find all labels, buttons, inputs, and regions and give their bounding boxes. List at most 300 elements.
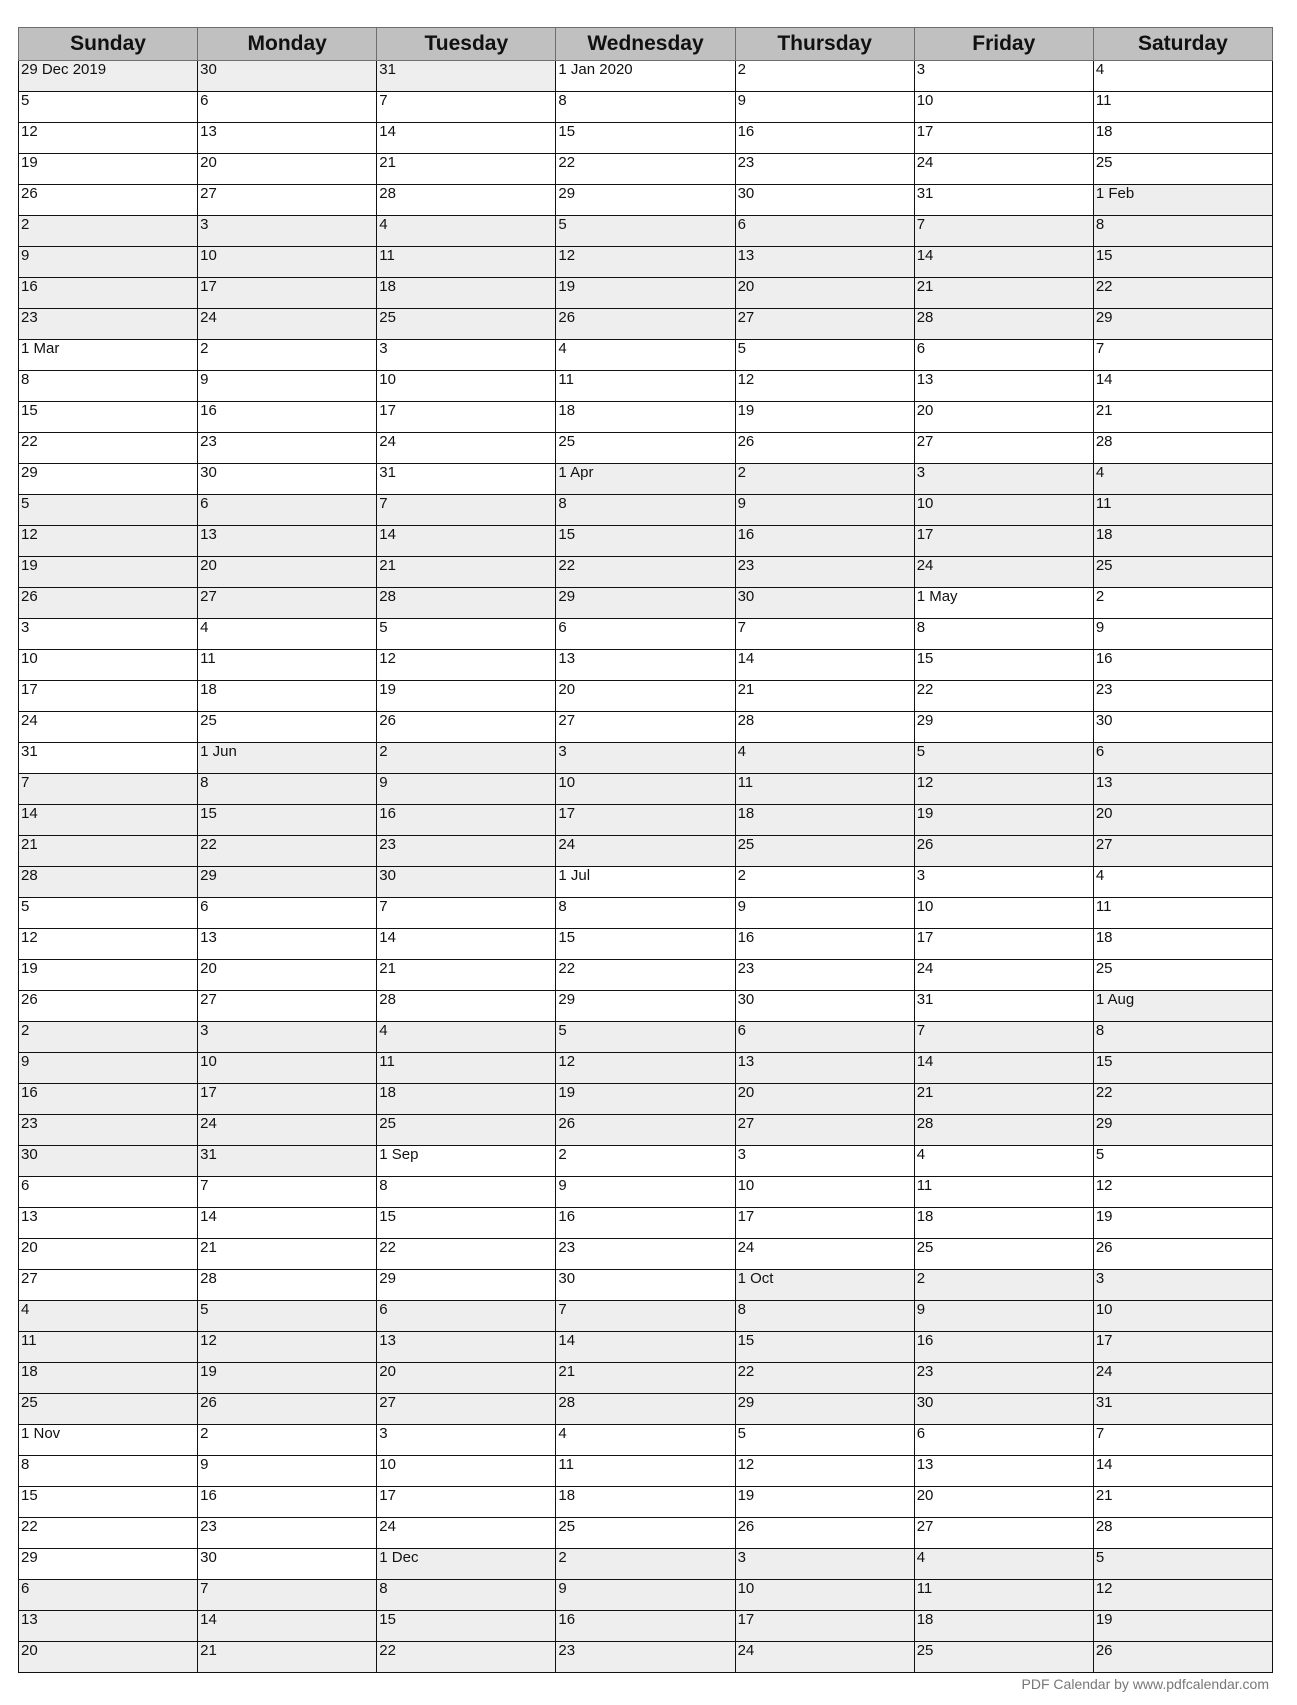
day-cell: 21 — [914, 1084, 1093, 1115]
day-cell: 28 — [914, 309, 1093, 340]
week-row — [19, 743, 1273, 774]
day-cell: 21 — [377, 557, 556, 588]
day-cell: 26 — [735, 433, 914, 464]
week-row — [19, 1580, 1273, 1611]
day-cell: 11 — [1093, 92, 1272, 123]
day-cell: 3 — [914, 867, 1093, 898]
day-cell: 6 — [198, 495, 377, 526]
day-cell: 16 — [556, 1611, 735, 1642]
day-cell: 13 — [735, 1053, 914, 1084]
day-cell: 4 — [198, 619, 377, 650]
week-row — [19, 991, 1273, 1022]
day-cell: 11 — [198, 650, 377, 681]
day-cell: 29 — [377, 1270, 556, 1301]
day-cell: 16 — [1093, 650, 1272, 681]
day-cell: 9 — [198, 1456, 377, 1487]
week-row — [19, 154, 1273, 185]
day-cell: 10 — [1093, 1301, 1272, 1332]
day-cell: 1 Nov — [19, 1425, 198, 1456]
day-cell: 28 — [1093, 433, 1272, 464]
day-cell: 5 — [1093, 1549, 1272, 1580]
day-cell: 20 — [377, 1363, 556, 1394]
day-cell: 10 — [556, 774, 735, 805]
header-saturday: Saturday — [1093, 28, 1272, 61]
day-cell: 11 — [914, 1177, 1093, 1208]
day-cell: 20 — [1093, 805, 1272, 836]
week-row — [19, 1208, 1273, 1239]
day-cell: 25 — [377, 1115, 556, 1146]
day-cell: 23 — [1093, 681, 1272, 712]
day-cell: 25 — [914, 1239, 1093, 1270]
day-cell: 16 — [19, 1084, 198, 1115]
day-cell: 17 — [735, 1611, 914, 1642]
day-cell: 20 — [198, 154, 377, 185]
day-cell: 12 — [735, 1456, 914, 1487]
day-cell: 22 — [1093, 1084, 1272, 1115]
week-row — [19, 1239, 1273, 1270]
week-row — [19, 619, 1273, 650]
day-cell: 22 — [19, 433, 198, 464]
day-cell: 10 — [377, 371, 556, 402]
day-cell: 27 — [198, 991, 377, 1022]
day-cell: 15 — [19, 402, 198, 433]
day-cell: 21 — [377, 960, 556, 991]
day-cell: 15 — [556, 526, 735, 557]
day-cell: 3 — [914, 61, 1093, 92]
week-row — [19, 650, 1273, 681]
day-cell: 18 — [1093, 526, 1272, 557]
day-cell: 10 — [19, 650, 198, 681]
day-cell: 1 Oct — [735, 1270, 914, 1301]
header-friday: Friday — [914, 28, 1093, 61]
day-cell: 11 — [377, 247, 556, 278]
day-cell: 4 — [556, 340, 735, 371]
day-cell: 28 — [377, 588, 556, 619]
day-cell: 2 — [914, 1270, 1093, 1301]
week-row — [19, 557, 1273, 588]
day-cell: 24 — [377, 1518, 556, 1549]
day-cell: 22 — [19, 1518, 198, 1549]
day-cell: 29 — [19, 1549, 198, 1580]
day-cell: 11 — [735, 774, 914, 805]
day-cell: 21 — [914, 278, 1093, 309]
day-cell: 5 — [914, 743, 1093, 774]
day-cell: 22 — [198, 836, 377, 867]
day-cell: 30 — [198, 464, 377, 495]
day-cell: 17 — [1093, 1332, 1272, 1363]
week-row — [19, 1146, 1273, 1177]
week-row — [19, 712, 1273, 743]
header-sunday: Sunday — [19, 28, 198, 61]
day-cell: 3 — [377, 340, 556, 371]
day-cell: 26 — [1093, 1642, 1272, 1673]
day-cell: 16 — [735, 526, 914, 557]
day-cell: 17 — [377, 1487, 556, 1518]
day-cell: 28 — [1093, 1518, 1272, 1549]
day-cell: 30 — [19, 1146, 198, 1177]
day-cell: 9 — [735, 92, 914, 123]
day-cell: 24 — [914, 960, 1093, 991]
day-cell: 23 — [198, 1518, 377, 1549]
day-cell: 23 — [19, 1115, 198, 1146]
day-cell: 14 — [556, 1332, 735, 1363]
day-cell: 1 May — [914, 588, 1093, 619]
day-cell: 30 — [735, 185, 914, 216]
day-cell: 30 — [735, 588, 914, 619]
day-cell: 25 — [1093, 557, 1272, 588]
day-cell: 31 — [377, 61, 556, 92]
day-cell: 1 Sep — [377, 1146, 556, 1177]
day-cell: 12 — [198, 1332, 377, 1363]
day-cell: 13 — [377, 1332, 556, 1363]
day-cell: 11 — [377, 1053, 556, 1084]
day-cell: 8 — [556, 92, 735, 123]
day-cell: 26 — [556, 309, 735, 340]
day-cell: 7 — [198, 1177, 377, 1208]
day-cell: 2 — [377, 743, 556, 774]
day-cell: 30 — [198, 1549, 377, 1580]
week-row — [19, 1456, 1273, 1487]
day-cell: 2 — [735, 867, 914, 898]
day-cell: 28 — [914, 1115, 1093, 1146]
day-cell: 17 — [914, 123, 1093, 154]
day-cell: 17 — [556, 805, 735, 836]
day-cell: 28 — [556, 1394, 735, 1425]
day-cell: 19 — [735, 1487, 914, 1518]
day-cell: 21 — [198, 1642, 377, 1673]
weekday-header-row — [19, 28, 1273, 61]
day-cell: 29 Dec 2019 — [19, 61, 198, 92]
day-cell: 11 — [19, 1332, 198, 1363]
day-cell: 19 — [19, 154, 198, 185]
day-cell: 23 — [19, 309, 198, 340]
day-cell: 24 — [19, 712, 198, 743]
day-cell: 20 — [198, 960, 377, 991]
day-cell: 13 — [19, 1611, 198, 1642]
day-cell: 28 — [377, 185, 556, 216]
calendar-body — [19, 61, 1273, 1673]
day-cell: 21 — [19, 836, 198, 867]
day-cell: 19 — [19, 960, 198, 991]
day-cell: 18 — [377, 1084, 556, 1115]
day-cell: 20 — [556, 681, 735, 712]
day-cell: 27 — [914, 433, 1093, 464]
day-cell: 3 — [914, 464, 1093, 495]
day-cell: 18 — [19, 1363, 198, 1394]
week-row — [19, 92, 1273, 123]
day-cell: 16 — [556, 1208, 735, 1239]
day-cell: 7 — [377, 898, 556, 929]
day-cell: 1 Jan 2020 — [556, 61, 735, 92]
day-cell: 23 — [735, 960, 914, 991]
week-row — [19, 898, 1273, 929]
day-cell: 10 — [735, 1177, 914, 1208]
day-cell: 5 — [1093, 1146, 1272, 1177]
day-cell: 8 — [19, 371, 198, 402]
day-cell: 17 — [377, 402, 556, 433]
day-cell: 13 — [914, 371, 1093, 402]
day-cell: 9 — [914, 1301, 1093, 1332]
day-cell: 31 — [914, 991, 1093, 1022]
day-cell: 8 — [19, 1456, 198, 1487]
day-cell: 17 — [914, 526, 1093, 557]
day-cell: 26 — [377, 712, 556, 743]
day-cell: 2 — [19, 216, 198, 247]
day-cell: 25 — [556, 433, 735, 464]
footer-credit: PDF Calendar by www.pdfcalendar.com — [1021, 1676, 1269, 1692]
day-cell: 11 — [556, 371, 735, 402]
day-cell: 5 — [735, 1425, 914, 1456]
day-cell: 13 — [1093, 774, 1272, 805]
day-cell: 21 — [377, 154, 556, 185]
week-row — [19, 1487, 1273, 1518]
day-cell: 25 — [556, 1518, 735, 1549]
day-cell: 6 — [19, 1177, 198, 1208]
day-cell: 6 — [198, 898, 377, 929]
day-cell: 1 Aug — [1093, 991, 1272, 1022]
day-cell: 8 — [1093, 216, 1272, 247]
day-cell: 7 — [198, 1580, 377, 1611]
day-cell: 20 — [914, 402, 1093, 433]
day-cell: 15 — [377, 1611, 556, 1642]
day-cell: 19 — [735, 402, 914, 433]
day-cell: 16 — [914, 1332, 1093, 1363]
day-cell: 3 — [377, 1425, 556, 1456]
day-cell: 23 — [914, 1363, 1093, 1394]
week-row — [19, 929, 1273, 960]
week-row — [19, 681, 1273, 712]
week-row — [19, 774, 1273, 805]
day-cell: 9 — [1093, 619, 1272, 650]
day-cell: 22 — [377, 1642, 556, 1673]
day-cell: 6 — [556, 619, 735, 650]
day-cell: 24 — [735, 1642, 914, 1673]
day-cell: 17 — [198, 278, 377, 309]
day-cell: 30 — [556, 1270, 735, 1301]
day-cell: 8 — [377, 1580, 556, 1611]
day-cell: 2 — [556, 1146, 735, 1177]
day-cell: 3 — [735, 1549, 914, 1580]
day-cell: 1 Jul — [556, 867, 735, 898]
day-cell: 4 — [1093, 464, 1272, 495]
day-cell: 21 — [1093, 402, 1272, 433]
day-cell: 23 — [735, 557, 914, 588]
day-cell: 15 — [556, 123, 735, 154]
day-cell: 12 — [19, 526, 198, 557]
week-row — [19, 1084, 1273, 1115]
day-cell: 4 — [1093, 867, 1272, 898]
day-cell: 25 — [735, 836, 914, 867]
week-row — [19, 1332, 1273, 1363]
day-cell: 14 — [198, 1208, 377, 1239]
day-cell: 25 — [914, 1642, 1093, 1673]
day-cell: 16 — [198, 1487, 377, 1518]
day-cell: 20 — [735, 278, 914, 309]
day-cell: 10 — [735, 1580, 914, 1611]
day-cell: 29 — [556, 588, 735, 619]
day-cell: 23 — [556, 1239, 735, 1270]
week-row — [19, 1425, 1273, 1456]
day-cell: 24 — [198, 1115, 377, 1146]
day-cell: 12 — [377, 650, 556, 681]
day-cell: 5 — [556, 216, 735, 247]
day-cell: 18 — [556, 1487, 735, 1518]
day-cell: 20 — [19, 1642, 198, 1673]
day-cell: 7 — [377, 495, 556, 526]
day-cell: 4 — [914, 1146, 1093, 1177]
day-cell: 10 — [914, 92, 1093, 123]
day-cell: 7 — [556, 1301, 735, 1332]
day-cell: 11 — [556, 1456, 735, 1487]
day-cell: 4 — [377, 1022, 556, 1053]
day-cell: 15 — [914, 650, 1093, 681]
day-cell: 30 — [377, 867, 556, 898]
day-cell: 16 — [19, 278, 198, 309]
day-cell: 9 — [735, 495, 914, 526]
week-row — [19, 960, 1273, 991]
day-cell: 12 — [19, 929, 198, 960]
day-cell: 16 — [735, 929, 914, 960]
day-cell: 8 — [198, 774, 377, 805]
day-cell: 14 — [377, 123, 556, 154]
day-cell: 25 — [1093, 154, 1272, 185]
day-cell: 26 — [914, 836, 1093, 867]
week-row — [19, 1177, 1273, 1208]
day-cell: 30 — [198, 61, 377, 92]
day-cell: 13 — [198, 929, 377, 960]
day-cell: 4 — [377, 216, 556, 247]
day-cell: 10 — [198, 1053, 377, 1084]
day-cell: 8 — [556, 898, 735, 929]
day-cell: 8 — [914, 619, 1093, 650]
day-cell: 19 — [556, 1084, 735, 1115]
day-cell: 29 — [1093, 1115, 1272, 1146]
week-row — [19, 464, 1273, 495]
day-cell: 20 — [735, 1084, 914, 1115]
day-cell: 4 — [914, 1549, 1093, 1580]
day-cell: 7 — [19, 774, 198, 805]
day-cell: 24 — [198, 309, 377, 340]
week-row — [19, 1301, 1273, 1332]
day-cell: 5 — [19, 898, 198, 929]
day-cell: 3 — [735, 1146, 914, 1177]
header-wednesday: Wednesday — [556, 28, 735, 61]
day-cell: 30 — [914, 1394, 1093, 1425]
day-cell: 18 — [914, 1208, 1093, 1239]
day-cell: 31 — [19, 743, 198, 774]
day-cell: 10 — [377, 1456, 556, 1487]
day-cell: 19 — [1093, 1208, 1272, 1239]
day-cell: 17 — [914, 929, 1093, 960]
day-cell: 12 — [914, 774, 1093, 805]
day-cell: 26 — [198, 1394, 377, 1425]
day-cell: 8 — [1093, 1022, 1272, 1053]
day-cell: 19 — [1093, 1611, 1272, 1642]
day-cell: 3 — [1093, 1270, 1272, 1301]
week-row — [19, 1270, 1273, 1301]
week-row — [19, 123, 1273, 154]
day-cell: 6 — [735, 216, 914, 247]
day-cell: 24 — [735, 1239, 914, 1270]
header-thursday: Thursday — [735, 28, 914, 61]
day-cell: 25 — [198, 712, 377, 743]
day-cell: 24 — [914, 154, 1093, 185]
day-cell: 17 — [735, 1208, 914, 1239]
day-cell: 26 — [735, 1518, 914, 1549]
week-row — [19, 402, 1273, 433]
day-cell: 7 — [914, 216, 1093, 247]
day-cell: 27 — [556, 712, 735, 743]
day-cell: 24 — [914, 557, 1093, 588]
day-cell: 4 — [556, 1425, 735, 1456]
day-cell: 12 — [556, 1053, 735, 1084]
day-cell: 9 — [19, 247, 198, 278]
day-cell: 5 — [735, 340, 914, 371]
day-cell: 21 — [735, 681, 914, 712]
day-cell: 29 — [19, 464, 198, 495]
day-cell: 10 — [914, 898, 1093, 929]
day-cell: 9 — [556, 1177, 735, 1208]
day-cell: 17 — [198, 1084, 377, 1115]
day-cell: 7 — [735, 619, 914, 650]
day-cell: 11 — [1093, 898, 1272, 929]
day-cell: 12 — [735, 371, 914, 402]
day-cell: 24 — [1093, 1363, 1272, 1394]
day-cell: 12 — [556, 247, 735, 278]
day-cell: 16 — [198, 402, 377, 433]
day-cell: 2 — [19, 1022, 198, 1053]
day-cell: 23 — [556, 1642, 735, 1673]
day-cell: 1 Mar — [19, 340, 198, 371]
day-cell: 17 — [19, 681, 198, 712]
day-cell: 20 — [198, 557, 377, 588]
day-cell: 3 — [198, 1022, 377, 1053]
week-row — [19, 1115, 1273, 1146]
day-cell: 26 — [19, 185, 198, 216]
week-row — [19, 340, 1273, 371]
day-cell: 6 — [19, 1580, 198, 1611]
day-cell: 18 — [735, 805, 914, 836]
day-cell: 14 — [1093, 371, 1272, 402]
day-cell: 3 — [19, 619, 198, 650]
day-cell: 7 — [914, 1022, 1093, 1053]
day-cell: 2 — [198, 1425, 377, 1456]
day-cell: 8 — [377, 1177, 556, 1208]
week-row — [19, 526, 1273, 557]
day-cell: 15 — [19, 1487, 198, 1518]
day-cell: 2 — [556, 1549, 735, 1580]
day-cell: 20 — [19, 1239, 198, 1270]
day-cell: 6 — [1093, 743, 1272, 774]
day-cell: 24 — [377, 433, 556, 464]
week-row — [19, 836, 1273, 867]
day-cell: 15 — [556, 929, 735, 960]
day-cell: 27 — [377, 1394, 556, 1425]
week-row — [19, 1394, 1273, 1425]
day-cell: 15 — [377, 1208, 556, 1239]
day-cell: 30 — [1093, 712, 1272, 743]
day-cell: 7 — [1093, 340, 1272, 371]
day-cell: 24 — [556, 836, 735, 867]
day-cell: 27 — [1093, 836, 1272, 867]
day-cell: 21 — [1093, 1487, 1272, 1518]
week-row — [19, 1642, 1273, 1673]
day-cell: 21 — [198, 1239, 377, 1270]
day-cell: 28 — [377, 991, 556, 1022]
day-cell: 25 — [19, 1394, 198, 1425]
day-cell: 29 — [914, 712, 1093, 743]
day-cell: 13 — [735, 247, 914, 278]
